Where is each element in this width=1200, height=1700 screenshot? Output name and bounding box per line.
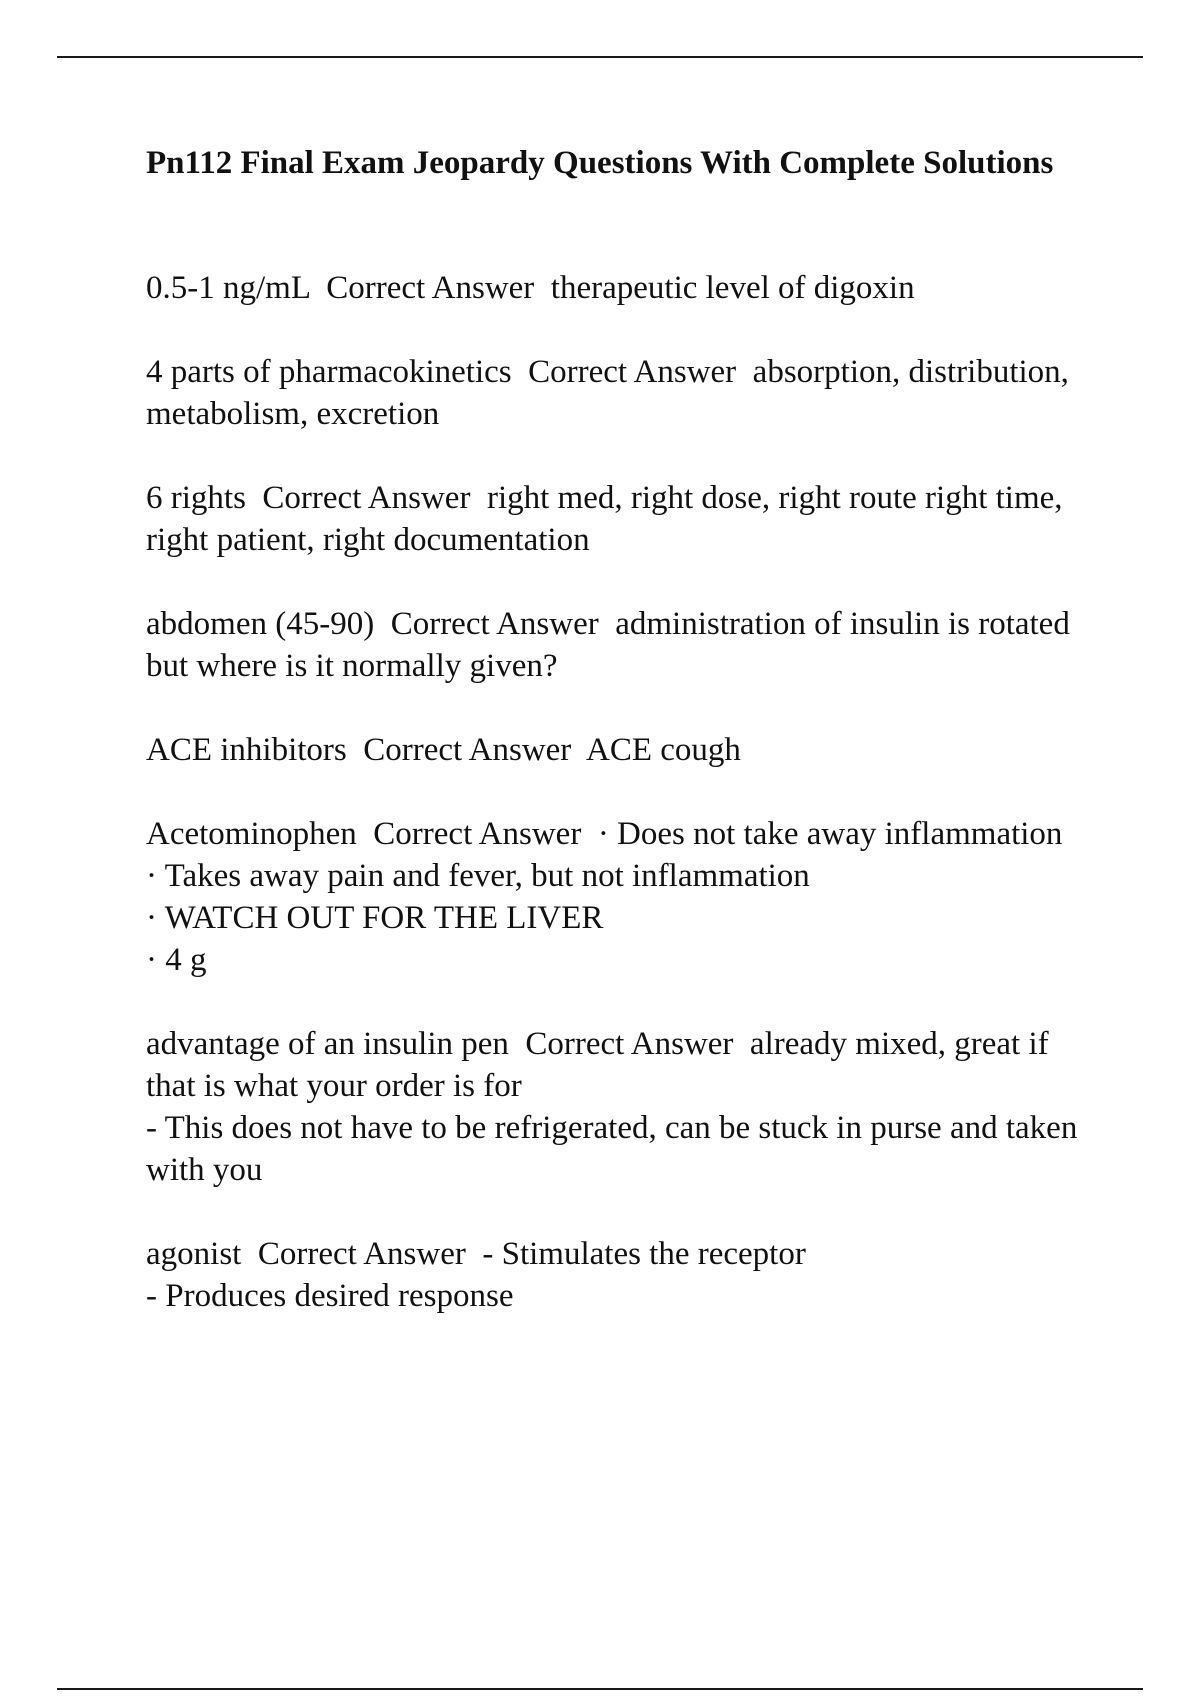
qa-answer-label: Correct Answer: [528, 354, 737, 390]
qa-term: 0.5-1 ng/mL: [146, 270, 310, 306]
qa-answer-line: · Takes away pain and fever, but not inflammation: [146, 858, 810, 894]
qa-entry: [146, 813, 1106, 981]
qa-answer-label: Correct Answer: [390, 606, 599, 642]
qa-answer: already mixed, great if that is what your order is for: [146, 1026, 1049, 1104]
qa-answer: - Stimulates the receptor: [482, 1236, 806, 1272]
qa-answer-label: Correct Answer: [373, 816, 582, 852]
qa-answer: right med, right dose, right route right time, right patient, right documentation: [146, 480, 1063, 558]
qa-answer-line: · 4 g: [146, 942, 207, 978]
qa-answer: therapeutic level of digoxin: [550, 270, 915, 306]
qa-term: abdomen (45-90): [146, 606, 375, 642]
document-body: [146, 143, 1106, 1359]
qa-entry: [146, 477, 1106, 561]
qa-entry: [146, 1023, 1106, 1191]
qa-term: ACE inhibitors: [146, 732, 347, 768]
qa-answer: ACE cough: [585, 732, 741, 768]
qa-entry: [146, 267, 1106, 309]
qa-entry: [146, 351, 1106, 435]
bottom-divider: [57, 1688, 1143, 1690]
qa-answer: administration of insulin is rotated but where is it normally given?: [146, 606, 1070, 684]
qa-entry: [146, 603, 1106, 687]
qa-term: 4 parts of pharmacokinetics: [146, 354, 512, 390]
document-title: Pn112 Final Exam Jeopardy Questions With Complete Solutions: [146, 145, 1054, 181]
qa-list: [146, 267, 1106, 1317]
qa-answer-label: Correct Answer: [257, 1236, 466, 1272]
qa-entry: [146, 729, 1106, 771]
top-divider: [57, 56, 1143, 58]
qa-term: agonist: [146, 1236, 242, 1272]
qa-answer-label: Correct Answer: [363, 732, 572, 768]
qa-term: Acetominophen: [146, 816, 357, 852]
qa-answer: absorption, distribution, metabolism, excretion: [146, 354, 1069, 432]
qa-entry: [146, 1233, 1106, 1317]
qa-answer-label: Correct Answer: [525, 1026, 734, 1062]
qa-answer-label: Correct Answer: [326, 270, 535, 306]
qa-answer: · Does not take away inflammation: [597, 816, 1063, 852]
qa-answer-line: - This does not have to be refrigerated, can be stuck in purse and taken with you: [146, 1110, 1078, 1188]
qa-term: 6 rights: [146, 480, 246, 516]
qa-answer-label: Correct Answer: [262, 480, 471, 516]
qa-term: advantage of an insulin pen: [146, 1026, 509, 1062]
qa-answer-line: - Produces desired response: [146, 1278, 514, 1314]
qa-answer-line: · WATCH OUT FOR THE LIVER: [146, 900, 604, 936]
